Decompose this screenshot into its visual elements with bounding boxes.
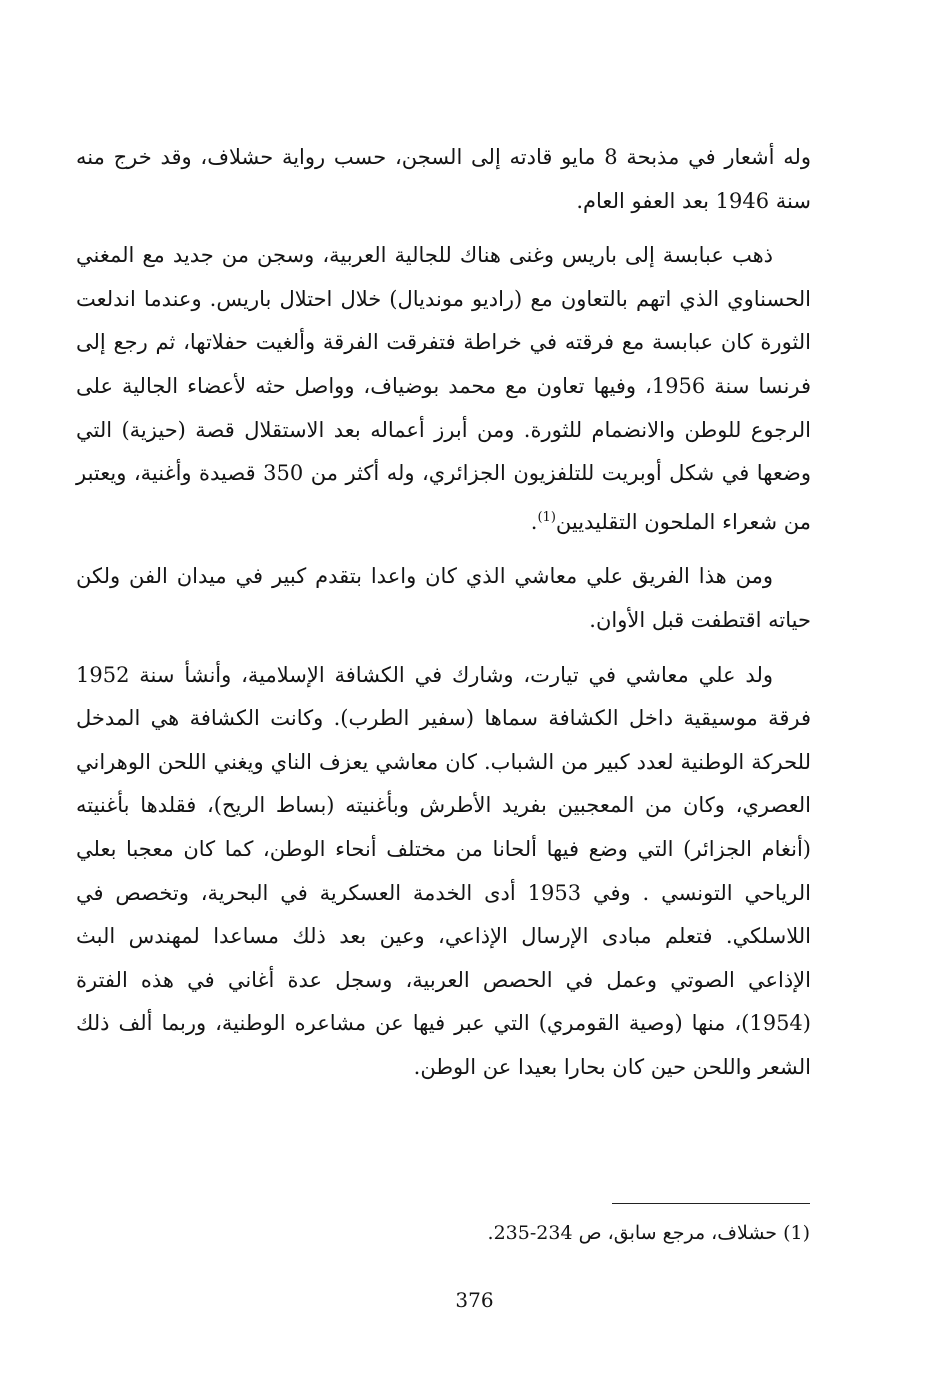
paragraph-text: ولد علي معاشي في تيارت، وشارك في الكشافة الإسلامية، وأنشأ سنة 1952 فرقة موسيقية داخل الكشافة سماها (سفير الطرب). وكانت الكشافة هي المدخل للحركة الوطنية لعدد كبير من الشباب. كان معاشي يعزف الناي ويغني اللحن الوهراني العصري، وكان من المعجبين بفريد الأطرش وبأغنيته (بساط الريح)، فقلدها بأغنيته (أنغام الجزائر) التي وضع فيها ألحانا من مختلف أنحاء الوطن، كما كان معجبا بعلي الرياحي التونسي . وفي 1953 أدى الخدمة العسكرية في البحرية، وتخصص في اللاسلكي. فتعلم مبادى الإرسال الإذاعي، وعين بعد ذلك مساعدا لمهندس البث الإذاعي الصوتي وعمل في الحصص العربية، وسجل عدة أغاني في هذه الفترة (1954)، منها (وصية القومري) التي عبر فيها عن مشاعره الوطنية، وربما ألف ذلك الشعر واللحن حين كان بحارا بعيدا عن الوطن. (76, 662, 811, 1079)
paragraph-tail: . (530, 509, 538, 534)
paragraph-1 (76, 136, 811, 223)
body-text (76, 136, 811, 1100)
paragraph-2 (76, 234, 811, 544)
paragraph-text: ومن هذا الفريق علي معاشي الذي كان واعدا بتقدم كبير في ميدان الفن ولكن حياته اقتطفت قبل الأوان. (76, 564, 811, 632)
footnote-divider (612, 1203, 810, 1204)
paragraph-text: ذهب عبابسة إلى باريس وغنى هناك للجالية العربية، وسجن من جديد مع المغني الحسناوي الذي اتهم بالتعاون مع (راديو مونديال) خلال احتلال باريس. وعندما اندلعت الثورة كان عبابسة مع فرقته في خراطة فتفرقت الفرقة وألغيت حفلاتها، ثم رجع إلى فرنسا سنة 1956، وفيها تعاون مع محمد بوضياف، وواصل حثه لأعضاء الجالية على الرجوع للوطن والانضمام للثورة. ومن أبرز أعماله بعد الاستقلال قصة (حيزية) التي وضعها في شكل أوبريت للتلفزيون الجزائري، وله أكثر من 350 قصيدة وأغنية، ويعتبر من شعراء الملحون التقليديين (76, 243, 811, 534)
page-number: 376 (455, 1288, 494, 1312)
footnote: (1) حشلاف، مرجع سابق، ص 234-235. (487, 1222, 810, 1244)
paragraph-text: وله أشعار في مذبحة 8 مايو قادته إلى السجن، حسب رواية حشلاف، وقد خرج منه سنة 1946 بعد العفو العام. (76, 145, 812, 213)
paragraph-3 (76, 555, 811, 642)
footnote-reference: (1) (537, 509, 556, 525)
paragraph-4 (76, 654, 811, 1090)
